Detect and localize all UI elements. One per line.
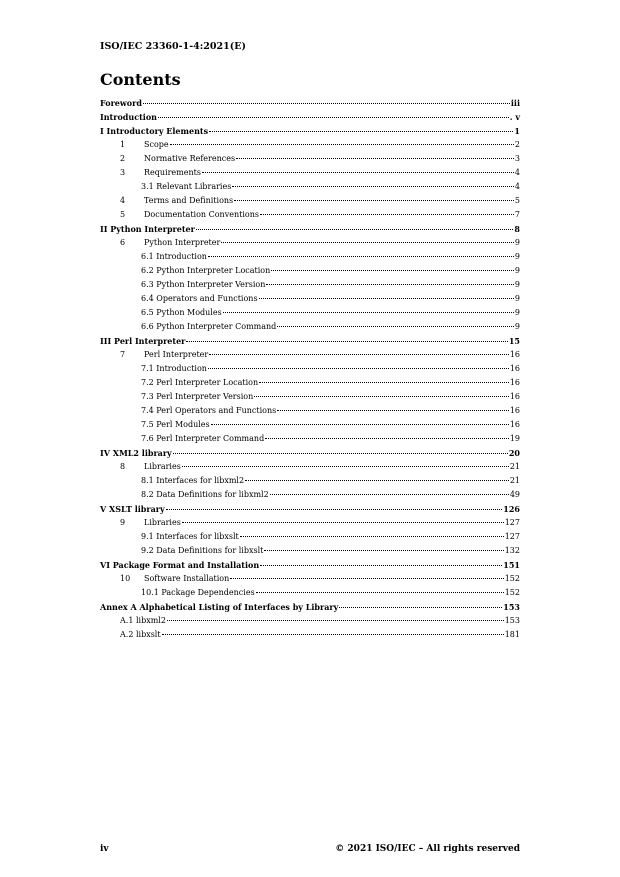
toc-entry-number: 4	[120, 196, 126, 205]
dot-leader	[221, 242, 514, 243]
toc-entry-title: Foreword	[100, 98, 142, 108]
document-id-header: ISO/IEC 23360-1-4:2021(E)	[100, 41, 246, 52]
dot-leader	[209, 354, 509, 355]
toc-entry[interactable]	[100, 194, 520, 208]
footer-copyright: © 2021 ISO/IEC – All rights reserved	[335, 844, 520, 854]
dot-leader	[260, 214, 514, 215]
toc-entry-title: Scope	[144, 140, 169, 149]
dot-leader	[236, 158, 514, 159]
dot-leader	[196, 229, 514, 230]
toc-entry-title: I Introductory Elements	[100, 126, 209, 136]
toc-entry-title: 6.2 Python Interpreter Location	[141, 266, 271, 275]
dot-leader	[182, 522, 504, 523]
dot-leader	[266, 284, 514, 285]
toc-entry-title: 6.4 Operators and Functions	[141, 294, 258, 303]
toc-entry[interactable]	[100, 250, 520, 264]
toc-entry-number: 10	[120, 574, 131, 583]
toc-entry-page: 20	[508, 448, 520, 458]
toc-entry-page: 127	[504, 518, 520, 527]
toc-entry-page: 153	[504, 616, 520, 625]
toc-entry[interactable]	[100, 628, 520, 642]
toc-entry[interactable]	[100, 264, 520, 278]
toc-entry-title: A.2 libxslt	[120, 630, 161, 639]
dot-leader	[230, 578, 503, 579]
dot-leader	[223, 312, 514, 313]
toc-entry[interactable]	[100, 404, 520, 418]
toc-entry-page: 16	[509, 378, 520, 387]
toc-entry-page: 152	[504, 588, 520, 597]
toc-entry[interactable]	[100, 208, 520, 222]
toc-entry-number: 7	[120, 350, 126, 359]
toc-entry-number: 9	[120, 518, 126, 527]
toc-entry-title: 6.3 Python Interpreter Version	[141, 280, 266, 289]
toc-entry-title: Libraries	[144, 518, 181, 527]
toc-entry[interactable]	[100, 544, 520, 558]
toc-entry[interactable]	[100, 306, 520, 320]
dot-leader	[277, 326, 514, 327]
toc-entry-page: 4	[514, 168, 520, 177]
toc-entry[interactable]	[100, 502, 520, 516]
dot-leader	[277, 410, 509, 411]
toc-entry-title: Libraries	[144, 462, 181, 471]
dot-leader	[259, 382, 509, 383]
toc-entry[interactable]	[100, 362, 520, 376]
dot-leader	[167, 620, 504, 621]
toc-entry-title: A.1 libxml2	[120, 616, 166, 625]
toc-entry-page: 16	[509, 364, 520, 373]
toc-entry[interactable]	[100, 138, 520, 152]
toc-entry-page: 16	[509, 420, 520, 429]
toc-entry-title: 8.1 Interfaces for libxml2	[141, 476, 245, 485]
toc-entry[interactable]	[100, 222, 520, 236]
toc-entry-page: 16	[509, 350, 520, 359]
dot-leader	[234, 200, 514, 201]
dot-leader	[209, 131, 513, 132]
toc-entry-page: 151	[503, 560, 520, 570]
page-title: Contents	[100, 70, 181, 89]
toc-entry-title: Terms and Definitions	[144, 196, 234, 205]
dot-leader	[265, 438, 509, 439]
toc-entry-title: VI Package Format and Installation	[100, 560, 260, 570]
toc-entry-page: 5	[514, 196, 520, 205]
toc-entry-page: 9	[514, 238, 520, 247]
toc-entry-page: 9	[514, 308, 520, 317]
toc-entry-title: II Python Interpreter	[100, 224, 195, 234]
dot-leader	[271, 270, 514, 271]
toc-entry-page: 19	[509, 434, 520, 443]
toc-entry-title: 9.2 Data Definitions for libxslt	[141, 546, 264, 555]
toc-entry[interactable]	[100, 558, 520, 572]
toc-entry[interactable]	[100, 376, 520, 390]
toc-entry-page: 1	[514, 126, 520, 136]
toc-entry-page: 2	[514, 140, 520, 149]
dot-leader	[166, 509, 503, 510]
toc-entry-title: Perl Interpreter	[144, 350, 209, 359]
toc-entry[interactable]	[100, 586, 520, 600]
toc-entry-title: Documentation Conventions	[144, 210, 259, 219]
toc-entry-page: 15	[508, 336, 520, 346]
toc-entry-title: Annex A Alphabetical Listing of Interfaces by Library	[100, 602, 339, 612]
toc-entry[interactable]	[100, 166, 520, 180]
toc-entry-title: 3.1 Relevant Libraries	[141, 182, 232, 191]
dot-leader	[254, 396, 509, 397]
table-of-contents	[100, 96, 520, 642]
toc-entry-number: 3	[120, 168, 126, 177]
toc-entry[interactable]	[100, 180, 520, 194]
toc-entry-title: 7.5 Perl Modules	[141, 420, 210, 429]
toc-entry-page: 9	[514, 280, 520, 289]
toc-entry-title: 6.6 Python Interpreter Command	[141, 322, 277, 331]
toc-entry-title: Software Installation	[144, 574, 230, 583]
toc-entry[interactable]	[100, 348, 520, 362]
toc-entry[interactable]	[100, 110, 520, 124]
toc-entry-number: 6	[120, 238, 126, 247]
dot-leader	[208, 256, 514, 257]
toc-entry[interactable]	[100, 614, 520, 628]
toc-entry-page: . v	[509, 112, 520, 122]
toc-entry-page: 16	[509, 392, 520, 401]
dot-leader	[208, 368, 509, 369]
toc-entry[interactable]	[100, 516, 520, 530]
toc-entry-title: 7.4 Perl Operators and Functions	[141, 406, 277, 415]
dot-leader	[182, 466, 509, 467]
toc-entry-title: 9.1 Interfaces for libxslt	[141, 532, 239, 541]
toc-entry[interactable]	[100, 474, 520, 488]
dot-leader	[245, 480, 509, 481]
toc-entry-title: III Perl Interpreter	[100, 336, 186, 346]
toc-entry-page: 8	[514, 224, 520, 234]
toc-entry-page: 7	[514, 210, 520, 219]
toc-entry-number: 1	[120, 140, 126, 149]
toc-entry-page: 21	[509, 476, 520, 485]
toc-entry-title: 7.6 Perl Interpreter Command	[141, 434, 265, 443]
toc-entry[interactable]	[100, 460, 520, 474]
toc-entry[interactable]	[100, 292, 520, 306]
toc-entry-title: 8.2 Data Definitions for libxml2	[141, 490, 269, 499]
toc-entry[interactable]	[100, 278, 520, 292]
toc-entry-page: 153	[503, 602, 520, 612]
toc-entry-page: 152	[504, 574, 520, 583]
toc-entry-title: Python Interpreter	[144, 238, 221, 247]
toc-entry-title: Introduction	[100, 112, 157, 122]
toc-entry-page: 181	[504, 630, 520, 639]
toc-entry[interactable]	[100, 320, 520, 334]
dot-leader	[158, 117, 509, 118]
dot-leader	[170, 144, 514, 145]
toc-entry-title: 7.2 Perl Interpreter Location	[141, 378, 259, 387]
toc-entry-title: 6.5 Python Modules	[141, 308, 222, 317]
toc-entry-page: 127	[504, 532, 520, 541]
toc-entry[interactable]	[100, 488, 520, 502]
dot-leader	[202, 172, 514, 173]
toc-entry[interactable]	[100, 236, 520, 250]
toc-entry[interactable]	[100, 390, 520, 404]
dot-leader	[232, 186, 514, 187]
dot-leader	[186, 341, 507, 342]
toc-entry-page: 9	[514, 322, 520, 331]
dot-leader	[259, 298, 514, 299]
toc-entry[interactable]	[100, 572, 520, 586]
dot-leader	[339, 607, 502, 608]
toc-entry-page: 21	[509, 462, 520, 471]
toc-entry-page: iii	[510, 98, 520, 108]
toc-entry-title: 10.1 Package Dependencies	[141, 588, 255, 597]
toc-entry-number: 5	[120, 210, 126, 219]
toc-entry[interactable]	[100, 124, 520, 138]
toc-entry-page: 126	[503, 504, 520, 514]
footer-page-number: iv	[100, 844, 109, 854]
dot-leader	[240, 536, 504, 537]
dot-leader	[256, 592, 504, 593]
toc-entry-title: V XSLT library	[100, 504, 165, 514]
toc-entry-page: 4	[514, 182, 520, 191]
dot-leader	[143, 103, 510, 104]
dot-leader	[173, 453, 508, 454]
toc-entry-page: 9	[514, 294, 520, 303]
toc-entry-page: 132	[504, 546, 520, 555]
toc-entry-page: 9	[514, 252, 520, 261]
toc-entry[interactable]	[100, 530, 520, 544]
toc-entry-number: 8	[120, 462, 126, 471]
toc-entry-title: IV XML2 library	[100, 448, 172, 458]
dot-leader	[162, 634, 504, 635]
toc-entry-page: 3	[514, 154, 520, 163]
dot-leader	[270, 494, 509, 495]
dot-leader	[211, 424, 509, 425]
toc-entry-title: Requirements	[144, 168, 201, 177]
toc-entry-page: 16	[509, 406, 520, 415]
toc-entry[interactable]	[100, 418, 520, 432]
toc-entry-title: 7.1 Introduction	[141, 364, 207, 373]
toc-entry-title: Normative References	[144, 154, 236, 163]
toc-entry[interactable]	[100, 600, 520, 614]
toc-entry[interactable]	[100, 334, 520, 348]
toc-entry-title: 7.3 Perl Interpreter Version	[141, 392, 254, 401]
toc-entry-page: 9	[514, 266, 520, 275]
toc-entry-title: 6.1 Introduction	[141, 252, 207, 261]
dot-leader	[264, 550, 503, 551]
toc-entry[interactable]	[100, 96, 520, 110]
toc-entry-number: 2	[120, 154, 126, 163]
toc-entry-page: 49	[509, 490, 520, 499]
toc-entry[interactable]	[100, 446, 520, 460]
toc-entry[interactable]	[100, 432, 520, 446]
dot-leader	[260, 565, 502, 566]
toc-entry[interactable]	[100, 152, 520, 166]
